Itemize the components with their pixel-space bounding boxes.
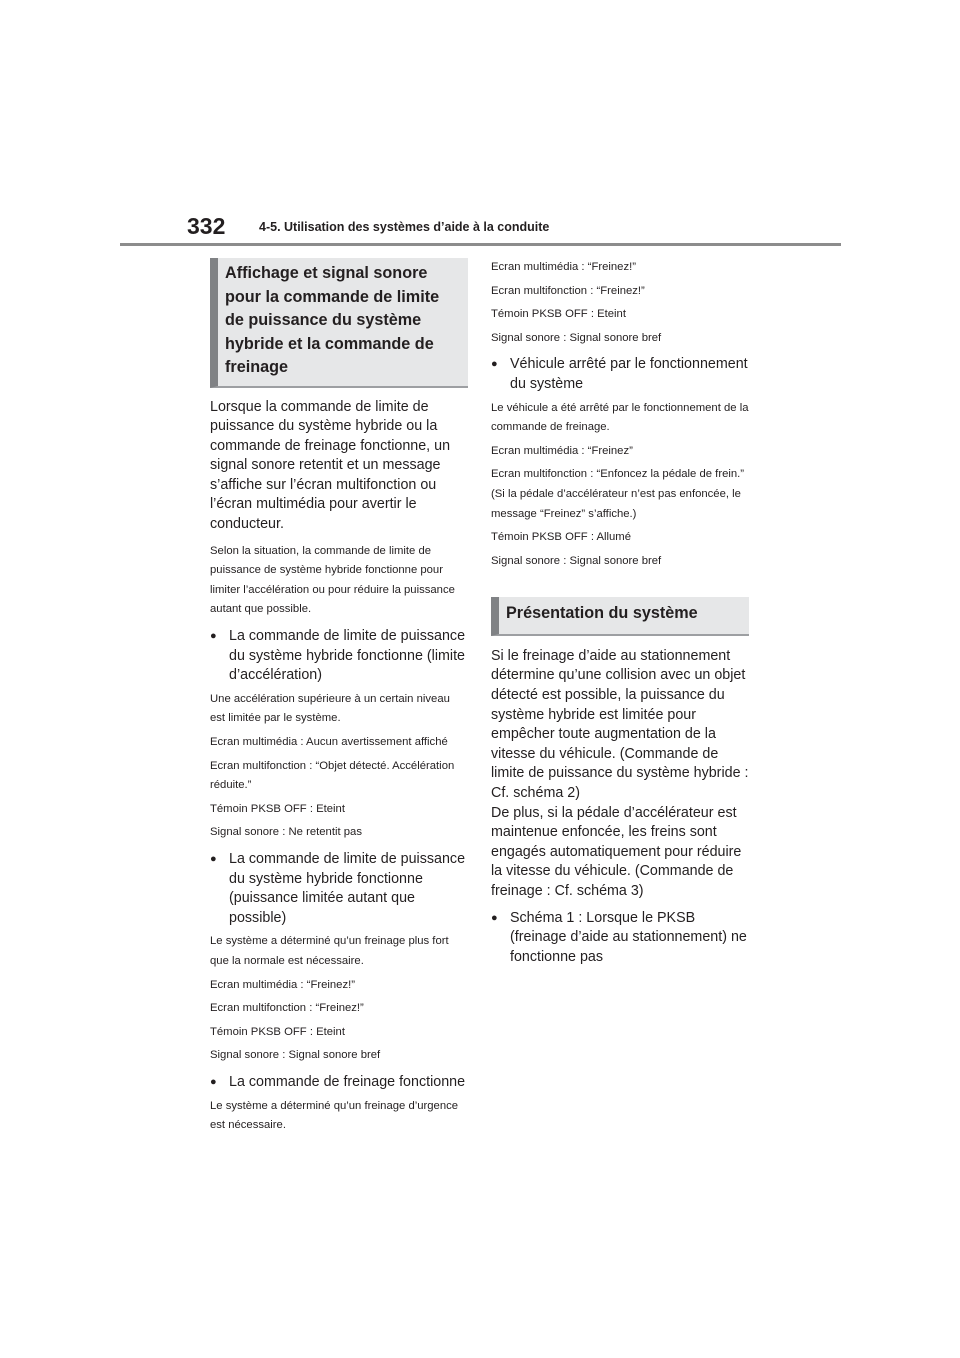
bullet-icon: ● — [210, 852, 217, 865]
pksb-indicator-line: Témoin PKSB OFF : Eteint — [491, 308, 626, 321]
left-column — [210, 258, 468, 1136]
pksb-indicator-line: Témoin PKSB OFF : Allumé — [491, 531, 631, 544]
multimedia-screen-line: Ecran multimédia : “Freinez!” — [491, 261, 637, 273]
pksb-indicator-line: Témoin PKSB OFF : Eteint — [210, 802, 345, 815]
section-heading-display-signal: Affichage et signal sonore pour la commande de limite de puissance du système hybride et la commande de freinage — [210, 258, 468, 388]
multifunction-screen-line: Ecran multifonction : “Objet détecté. Accélération réduite.” — [210, 759, 455, 792]
overview-paragraph-2: De plus, si la pédale d’accélérateur est maintenue enfoncée, les freins sont engagés automatiquement pour réduire la vitesse du véhicule. (Commande de freinage : Cf. schéma 3) — [491, 804, 742, 899]
buzzer-line: Signal sonore : Signal sonore bref — [491, 554, 662, 567]
multimedia-screen-line: Ecran multimédia : “Freinez” — [491, 444, 633, 457]
bullet-icon: ● — [210, 630, 217, 643]
pksb-indicator-line: Témoin PKSB OFF : Eteint — [210, 1025, 345, 1038]
bullet-description: Le système a déterminé qu’un freinage plus fort que la normale est nécessaire. — [210, 935, 449, 967]
bullet-acceleration-limit — [210, 627, 468, 686]
bullet-icon: ● — [491, 911, 498, 924]
buzzer-line: Signal sonore : Ne retentit pas — [210, 826, 362, 839]
bullet-description: Le système a déterminé qu’un freinage d’urgence est nécessaire. — [210, 1099, 459, 1132]
bullet-title: Schéma 1 : Lorsque le PKSB (freinage d’aide au stationnement) ne fonctionne pas — [510, 909, 747, 965]
bullet-description: Une accélération supérieure à un certain niveau est limitée par le système. — [210, 692, 450, 725]
multifunction-screen-line: Ecran multifonction : “Freinez!” — [491, 284, 645, 297]
bullet-vehicle-stopped — [491, 355, 749, 394]
multifunction-screen-line: Ecran multifonction : “Enfoncez la pédale de frein.” (Si la pédale d’accélérateur n’est pas enfoncée, le message “Freinez” s’affiche.) — [491, 468, 745, 520]
header-rule — [120, 243, 841, 246]
intro-paragraph: Lorsque la commande de limite de puissance du système hybride ou la commande de freinage fonctionne, un signal sonore retentit et un message s’affiche sur l’écran multifonction ou l’écran multimédia pour avertir le conducteur. — [210, 398, 451, 533]
bullet-power-limited — [210, 850, 468, 928]
multimedia-screen-line: Ecran multimédia : “Freinez!” — [210, 978, 356, 991]
section-heading-system-overview: Présentation du système — [491, 597, 749, 636]
multifunction-screen-line: Ecran multifonction : “Freinez!” — [210, 1002, 364, 1015]
page-number: 332 — [187, 213, 226, 239]
bullet-title: Véhicule arrêté par le fonctionnement du système — [510, 356, 748, 392]
note-paragraph: Selon la situation, la commande de limite de puissance de système hybride fonctionne pour limiter l’accélération ou pour réduire la puissance autant que possible. — [210, 544, 455, 616]
bullet-icon: ● — [491, 358, 498, 371]
bullet-description: Le véhicule a été arrêté par le fonctionnement de la commande de freinage. — [491, 401, 749, 434]
right-column — [491, 258, 749, 967]
bullet-title: La commande de freinage fonctionne — [229, 1073, 466, 1090]
bullet-icon: ● — [210, 1075, 217, 1088]
chapter-title: 4-5. Utilisation des systèmes d’aide à la conduite — [259, 220, 550, 234]
bullet-figure-1 — [491, 909, 749, 968]
overview-paragraph-1: Si le freinage d’aide au stationnement détermine qu’une collision avec un objet détecté est possible, la puissance du système hybride est limitée pour empêcher toute augmentation de la vitesse du véhicule. (Commande de limite de puissance du système hybride : Cf. schéma 2) — [491, 647, 749, 801]
bullet-brake-control — [210, 1073, 468, 1093]
buzzer-line: Signal sonore : Signal sonore bref — [210, 1049, 381, 1062]
multimedia-screen-line: Ecran multimédia : Aucun avertissement affiché — [210, 736, 448, 748]
buzzer-line: Signal sonore : Signal sonore bref — [491, 331, 662, 344]
bullet-title: La commande de limite de puissance du système hybride fonctionne (puissance limitée autant que possible) — [229, 850, 466, 926]
bullet-title: La commande de limite de puissance du système hybride fonctionne (limite d’accélération) — [229, 628, 466, 684]
